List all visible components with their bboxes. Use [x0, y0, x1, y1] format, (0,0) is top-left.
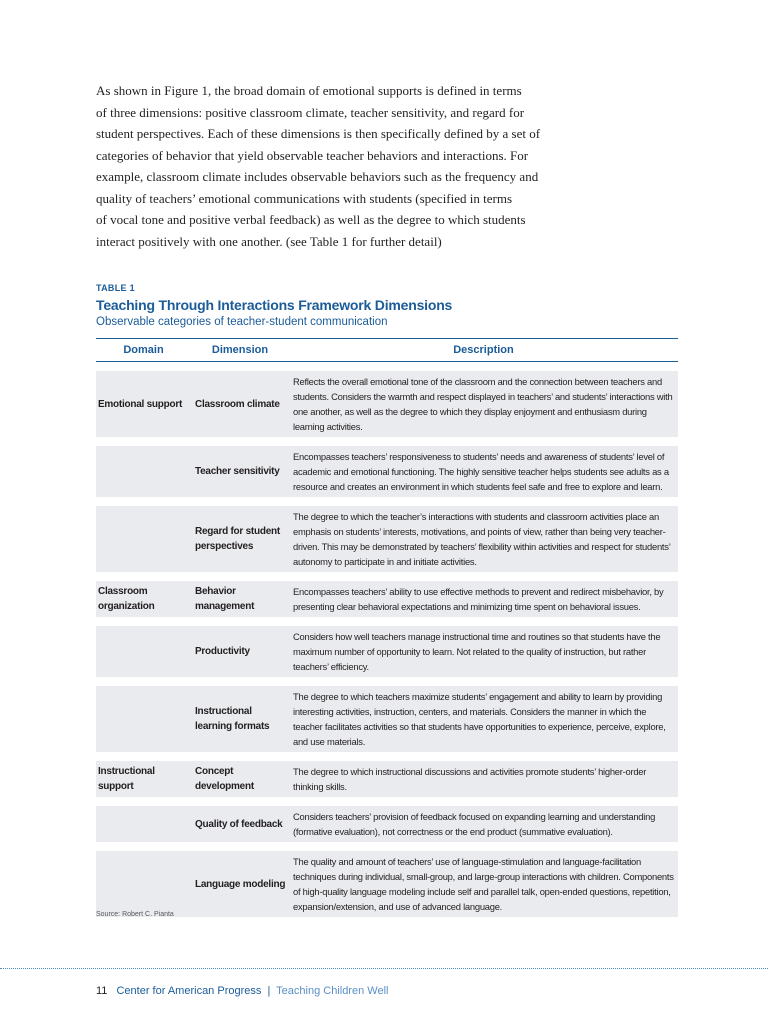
row-dimension: Behavior management — [191, 581, 289, 617]
header-domain: Domain — [96, 338, 191, 362]
table-row — [96, 506, 678, 572]
row-dimension: Teacher sensitivity — [191, 446, 289, 497]
intro-line: quality of teachers’ emotional communications with students (specified in terms — [96, 190, 513, 206]
footer-organization: Center for American Progress — [116, 985, 262, 997]
row-domain — [96, 446, 191, 497]
row-domain — [96, 806, 191, 842]
page-number: 11 — [96, 985, 108, 997]
intro-line: categories of behavior that yield observable teacher behaviors and interactions. For — [96, 147, 529, 163]
intro-line: of three dimensions: positive classroom climate, teacher sensitivity, and regard for — [96, 104, 525, 120]
source-note: Source: Robert C. Pianta — [96, 911, 174, 918]
row-dimension: Language modeling — [191, 851, 289, 917]
intro-line: As shown in Figure 1, the broad domain of emotional supports is defined in terms — [96, 83, 522, 98]
row-dimension: Classroom climate — [191, 371, 289, 437]
row-description: Encompasses teachers’ ability to use effective methods to prevent and redirect misbehavior, by presenting clear behavioral expectations and minimizing time spent on behavioral issues. — [289, 581, 678, 617]
table-row — [96, 581, 678, 617]
row-dimension: Concept development — [191, 761, 289, 797]
table-header-row — [96, 338, 678, 362]
row-dimension: Regard for student perspectives — [191, 506, 289, 572]
row-description: Reflects the overall emotional tone of the classroom and the connection between teachers and students. Considers the warmth and respect displayed in teachers’ and students’ interactions with one another, as well as the degree to which they display enjoyment and enthusiasm during learning activities. — [289, 371, 678, 437]
row-description: The degree to which teachers maximize students’ engagement and ability to learn by providing interesting activities, instruction, centers, and materials. Considers the manner in which the teacher facilitates activities so that students have opportunities to experience, perceive, explore, and use materials. — [289, 686, 678, 752]
table-body — [96, 371, 678, 917]
intro-line: of vocal tone and positive verbal feedback) as well as the degree to which students — [96, 212, 526, 227]
table-row — [96, 446, 678, 497]
row-domain — [96, 851, 191, 917]
table-row — [96, 626, 678, 677]
row-domain — [96, 506, 191, 572]
table-row — [96, 686, 678, 752]
framework-table-block — [96, 283, 678, 926]
row-description: Considers how well teachers manage instructional time and routines so that students have the maximum number of opportunity to learn. Not related to the quality of instruction, but rather teachers’ efficiency. — [289, 626, 678, 677]
row-description: Considers teachers’ provision of feedback focused on expanding learning and understanding (formative evaluation), not correctness or the end product (summative evaluation). — [289, 806, 678, 842]
table-label: TABLE 1 — [96, 283, 135, 293]
row-domain — [96, 686, 191, 752]
table-row — [96, 851, 678, 917]
table-row — [96, 371, 678, 437]
table-row — [96, 806, 678, 842]
table-row — [96, 761, 678, 797]
row-domain: Emotional support — [96, 371, 191, 437]
intro-line: example, classroom climate includes observable behaviors such as the frequency and — [96, 169, 539, 184]
row-domain — [96, 626, 191, 677]
header-dimension: Dimension — [191, 338, 289, 362]
table-subtitle: Observable categories of teacher-student communication — [96, 316, 388, 328]
row-domain: Classroom organization — [96, 581, 191, 617]
header-description: Description — [289, 338, 678, 362]
framework-table — [96, 329, 678, 926]
row-dimension: Quality of feedback — [191, 806, 289, 842]
row-dimension: Instructional learning formats — [191, 686, 289, 752]
footer-separator: | — [267, 985, 271, 997]
row-description: The quality and amount of teachers’ use of language-stimulation and language-facilitation techniques during individual, small-group, and large-group interactions with children. Components of high-quality language modeling include self and parallel talk, open-ended questions, repetition, expansion/extension, and use of advanced language. — [289, 851, 678, 917]
intro-line: student perspectives. Each of these dimensions is then specifically defined by a set of — [96, 126, 541, 141]
footer-dotted-divider — [0, 968, 768, 969]
row-description: The degree to which the teacher’s interactions with students and classroom activities place an emphasis on students’ interests, motivations, and points of view, rather than being very teacher-driven. This may be demonstrated by teachers’ flexibility within activities and respect for students’ autonomy to participate in and initiate activities. — [289, 506, 678, 572]
intro-line: interact positively with one another. (see Table 1 for further detail) — [96, 233, 442, 249]
intro-paragraph — [96, 80, 556, 252]
row-dimension: Productivity — [191, 626, 289, 677]
row-description: Encompasses teachers’ responsiveness to students’ needs and awareness of students’ level of academic and emotional functioning. The highly sensitive teacher helps students see adults as a resource and creates an environment in which students feel safe and free to explore and learn. — [289, 446, 678, 497]
page-footer — [96, 985, 388, 997]
footer-publication: Teaching Children Well — [276, 985, 389, 997]
table-title: Teaching Through Interactions Framework Dimensions — [96, 297, 453, 313]
row-description: The degree to which instructional discussions and activities promote students’ higher-order thinking skills. — [289, 761, 678, 797]
row-domain: Instructional support — [96, 761, 191, 797]
